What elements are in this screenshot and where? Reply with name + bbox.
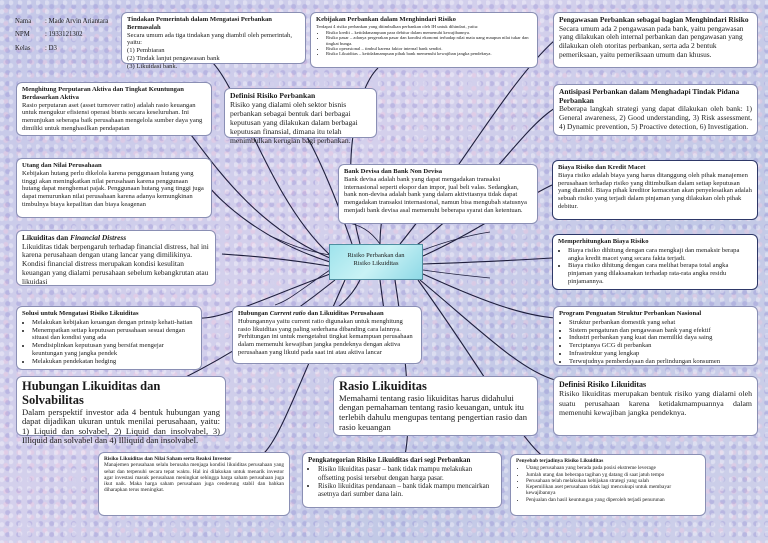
- node-kebijakan-perbankan: [310, 12, 538, 68]
- node-body: Rasio perputaran aset (asset turnover ratio) adalah rasio keuangan untuk mengukur efisiensi operasi bisnis secara keseluruhan. Ini menunjukan seberapa baik perusahaan mengelola sumber daya yang dimiliki untuk menghasilkan pendapatan: [22, 101, 203, 132]
- node-item: • Struktur perbankan domestik yang sehat: [569, 319, 752, 327]
- node-item: • Penjualan dan hasil keuntungan yang diperoleh terjadi penurunan: [526, 497, 700, 503]
- node-item: • Terwujudnya pemberdayaan dan perlindungan konsumen: [569, 358, 752, 366]
- node-item: • Risiko Likuiditas – ketidakmampuan pihak bank memenuhi kewajiban jangka pendeknya.: [326, 51, 532, 56]
- node-body: Biaya risiko adalah biaya yang harus ditanggung oleh pihak manajemen perusahaan terhadap risiko yang ditimbulkan dalam setiap keputusan yang diambil. Biaya pihak kreditor kemacetan akan penyelesaikan adalah sebuah risiko yang terjadi dalam pinjaman yang dilakukan oleh pihak debitur.: [558, 171, 752, 210]
- node-penyebab-risiko-likuiditas: [510, 454, 706, 516]
- node-title: Definisi Risiko Perbankan: [230, 91, 316, 100]
- central-topic: [329, 244, 423, 280]
- node-memperhitungkan-biaya-risiko: [552, 234, 758, 290]
- node-tindakan-pemerintah: [121, 12, 306, 70]
- node-item: (3) Likuidasi bank.: [127, 62, 178, 70]
- node-item: • Kepemilikan aset perusahaan tidak lagi mencukupi untuk membayar kewajibannya: [526, 484, 700, 497]
- node-title: Kebijakan Perbankan dalam Menghindari Risiko: [316, 16, 456, 23]
- node-title: Pengkategorian Risiko Likuiditas dari segi Perbankan: [308, 456, 471, 464]
- student-info-box: [10, 12, 120, 60]
- node-item: • Infrastruktur yang lengkap: [569, 350, 752, 358]
- node-rasio-likuiditas: [333, 376, 538, 436]
- node-title: Pengawasan Perbankan sebagai bagian Menghindari Risiko: [559, 15, 749, 24]
- node-body: Risiko likuiditas merupakan bentuk risiko yang dialami oleh suatu perusahaan karena ketidakmampuannya dalam memenuhi kewajiban jangka pendeknya.: [559, 389, 752, 417]
- node-title: Tindakan Pemerintah dalam Mengatasi Perbankan Bermasalah: [127, 16, 272, 31]
- node-antisipasi-perbankan: [553, 84, 758, 136]
- node-item: • Terciptanya GCG di perbankan: [569, 342, 752, 350]
- node-hubungan-current-ratio: [232, 306, 422, 364]
- node-body: Hubungannya yaitu current ratio digunakan untuk menghitung rasio likuiditas yang paling sederhana dibanding cara lainnya. Perhitungan ini untuk mengetahui tingkat kemampuan perusahaan dalam memenuhi kewajiban jangka pendeknya dengan aktiva perusahaan yang likuid pada saat ini atau aktiva lancar: [238, 317, 413, 356]
- node-title: Definisi Risiko Likuiditas: [559, 380, 647, 389]
- node-title: Penyebab terjadinya Risiko Likuiditas: [516, 458, 604, 464]
- node-biaya-risiko-kredit-macet: [552, 160, 758, 220]
- node-likuiditas-financial-distress: [16, 230, 216, 286]
- node-body: Secara umum ada tiga tindakan yang diambil oleh pemerintah, yaitu:: [127, 31, 292, 47]
- node-body: Risiko yang dialami oleh sektor bisnis perbankan sebagai bentuk dari berbagai keputusan yang dilakukan dalam berbagai keputusan finansial, dimana itu telah menimbulkan kerugian bagi perbankan.: [230, 99, 358, 145]
- node-title: Solusi untuk Mengatasi Risiko Likuiditas: [22, 310, 139, 317]
- node-body: Beberapa langkah strategi yang dapat dilakukan oleh bank: 1) General awareness, 2) Good understanding, 3) Risk assessment, 4) Dynamic prevention, 5) Proactive detection, 6) Investigation.: [559, 104, 752, 131]
- node-item: • Melakukan pendekatan hedging: [32, 358, 196, 366]
- student-npm-row: NPM : 1933121302: [15, 31, 83, 39]
- node-body: Dalam perspektif investor ada 4 bentuk hubungan yang dapat dijadikan ukuran untuk menilai perusahaan, yaitu: 1) Liquid dan solvabel, 2) Liquid dan insolvabel, 3) Illiquid dan solvabel dan 4) Illiquid dan insolvabel.: [22, 406, 220, 446]
- node-item: • Mendisiplinkan keputusan yang bersifat mengejar keuntungan yang jangka pendek: [32, 342, 196, 358]
- node-definisi-risiko-perbankan: [224, 88, 377, 145]
- node-risiko-likuiditas-nilai-saham: [98, 452, 290, 516]
- node-title: Rasio Likuiditas: [339, 379, 427, 393]
- node-body: Likuiditas tidak berpengaruh terhadap financial distress, hal ini karena perusahaan dengan utang lancar yang dimilikinya. Kondisi financial distress merupakan kondisi kesulitan keuangan yang dialami perusahaan sebelum kebangkrutan atau likuidasi: [22, 241, 209, 286]
- node-title: Risiko Likuiditas dan Nilai Saham serta Reaksi Investor: [104, 456, 232, 462]
- node-item: • Sistem pengaturan dan pengawasan bank yang efektif: [569, 327, 752, 335]
- central-topic-line1: Risiko Perbankan dan: [347, 252, 405, 259]
- node-body: Bank devisa adalah bank yang dapat mengadakan transaksi internasional seperti ekspor dan impor, jual beli valas. Sedangkan, bank non-devisa adalah bank yang dalam aktivitasnya tidak dapat mengadakan transaksi internasional, namun bisa mengubah statusnya menjadi bank devisa asal memenuhi beberapa syarat dan ketentuan.: [344, 175, 527, 214]
- node-title: Program Penguatan Struktur Perbankan Nasional: [559, 310, 702, 317]
- node-title: Hubungan Likuiditas dan Solvabilitas: [22, 379, 161, 407]
- node-title: Memperhitungkan Biaya Risiko: [558, 238, 649, 245]
- student-name-row: Nama : Made Arvin Ariantara: [15, 18, 109, 25]
- central-topic-line2: Risiko Likuiditas: [353, 260, 399, 268]
- node-item: • Perusahaan telah melakukan kebijakan strategi yang salah: [526, 478, 700, 484]
- node-pengawasan-perbankan: [553, 12, 758, 68]
- node-menghitung-perputaran: [16, 82, 212, 136]
- node-title: Likuiditas dan Financial Distress: [22, 233, 127, 242]
- node-title: Utang dan Nilai Perusahaan: [22, 162, 102, 169]
- node-item: • Risiko pasar – adanya pergerakan pasar dan kondisi ekonomi terhadap nilai mata uang maupun nilai tukar dan tingkat bunga.: [326, 35, 532, 46]
- node-item: • Risiko likuiditas pasar – bank tidak mampu melakukan offsetting posisi tersebut dengan harga pasar.: [318, 465, 496, 482]
- node-body: Terdapat 4 risiko perbankan yang ditimbulkan perbankan oleh IH untuk dihindari, yaitu:: [316, 23, 479, 29]
- node-solusi-risiko-likuiditas: [16, 306, 202, 370]
- node-item: • Jumlah utang dan beberapa tagihan yg datang di saat jatuh tempo: [526, 472, 700, 478]
- student-class-row: Kelas : D3: [15, 44, 57, 52]
- node-body: Memahami tentang rasio likuiditas harus didahului dengan pemahaman tentang rasio keuangan, untuk itu terlebih dahulu mengupas tentang pengertian rasio dan rasio keuangan: [339, 392, 528, 432]
- node-bank-devisa: [338, 164, 538, 224]
- node-hubungan-likuiditas-solvabilitas: [16, 376, 226, 446]
- node-body: Manajemen perusahaan selalu berusaha menjaga kondisi likuiditas perusahaan yang sehat dan terpenuhi secara tepat waktu. Hal ini dilakukan untuk menarik investor agar investasi masuk perusahaan meningkat sehingga harga saham perusahaan juga ikut naik. Maka harga saham perusahaan juga cenderung stabil dan bahkan diharapkan terus meningkat.: [104, 462, 284, 494]
- connector-program: [423, 274, 555, 318]
- node-title: Biaya Risiko dan Kredit Macet: [558, 164, 646, 171]
- node-pengkategorian-risiko: [302, 452, 502, 508]
- node-item: • Menempatkan setiap keputusan perusahaan sesuai dengan situasi dan kondisi yang ada: [32, 327, 196, 343]
- node-item: • Biaya risiko dihitung dengan cara mengkaji dan menaksir berapa angka kredit macet yang secara fakta terjadi.: [568, 247, 752, 263]
- node-item: • Melakukan kebijakan keuangan dengan prinsip kehati-hatian: [32, 319, 196, 327]
- node-item: • Risiko likuiditas pendanaan – bank tidak mampu mencairkan asetnya dari sumber dana lain.: [318, 482, 496, 499]
- node-title: Bank Devisa dan Bank Non Devisa: [344, 168, 443, 175]
- node-item: • Industri perbankan yang kuat dan memiliki daya saing: [569, 334, 752, 342]
- node-item: • Risiko kredit – ketidakmampuan para debitur dalam memenuhi kewajibannya.: [326, 30, 532, 35]
- connector-definisi-rl: [420, 280, 555, 380]
- node-item: (1) Pembiaran: [127, 47, 165, 55]
- node-body: Kebijakan hutang perlu dikelola karena penggunaan hutang yang tinggi akan meningkatkan nilai perusahaan karena penggunaan hutang dapat menghemat pajak. Penggunaan hutang yang tinggi juga dapat menurunkan nilai perusahaan karena adanya kemungkinan timbulnya biaya kepailitan dan biaya keagenan: [22, 169, 204, 208]
- node-item: • Risiko operasional – timbul karena faktor internal bank sendiri.: [326, 46, 532, 51]
- node-body: Secara umum ada 2 pengawasan pada bank, yaitu pengawasan yang dilakukan oleh internal perbankan dan pengawasan yang dilakukan oleh otoritas perbankan, serta ada 2 bentuk pemeriksaan, yaitu pemeriksaan umum dan khusus.: [559, 23, 744, 59]
- node-item: • Utang perusahaan yang berada pada posisi ekstreme leverage: [526, 465, 700, 471]
- connector-memperhitungkan: [423, 258, 552, 264]
- node-title: Hubungan Current ratio dan Likuiditas Perusahaan: [238, 310, 384, 317]
- node-title: Antisipasi Perbankan dalam Menghadapi Tindak Pidana Perbankan: [559, 87, 740, 105]
- node-title: Menghitung Perputaran Aktiva dan Tingkat Keuntungan Berdasarkan Aktiva: [22, 86, 184, 101]
- node-definisi-risiko-likuiditas: [553, 376, 758, 436]
- node-item: (2) Tindak lanjut pengawasan bank: [127, 54, 220, 62]
- node-program-penguatan: [553, 306, 758, 366]
- node-utang-nilai-perusahaan: [16, 158, 212, 218]
- node-item: • Biaya risiko dihitung dengan cara melihat berapa total angka pinjaman yang dilaksanakan terhadap rata-rata angka residu pinjamannya.: [568, 262, 752, 285]
